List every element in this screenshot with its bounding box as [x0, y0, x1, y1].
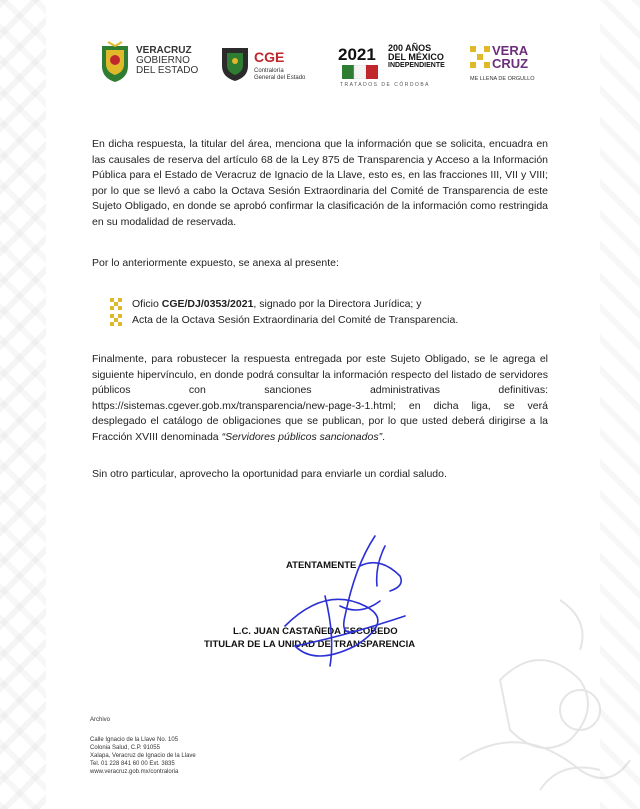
veracruz-line1: VERA [492, 43, 529, 58]
paragraph-annex-intro: Por lo anteriormente expuesto, se anexa al presente: [92, 257, 339, 269]
cge-title: CGE [254, 49, 285, 65]
annex-list [110, 296, 550, 328]
coat-of-arms-icon [98, 40, 132, 84]
signer-name: L.C. JUAN CASTAÑEDA ESCOBEDO [233, 626, 398, 637]
gobierno-line3: DEL ESTADO [136, 65, 199, 76]
paragraph-closing: Sin otro particular, aprovecho la oportunidad para enviarle un cordial saludo. [92, 468, 447, 480]
oficio-number: CGE/DJ/0353/2021 [161, 298, 254, 310]
veracruz-logo [470, 38, 550, 88]
veracruz-line2: CRUZ [492, 56, 529, 71]
hyperlink-paragraph-end: . [382, 430, 385, 443]
background-artwork [440, 560, 640, 809]
decorative-pattern-left [0, 0, 46, 809]
gobierno-line2: GOBIERNO [136, 55, 190, 66]
archivo-label: Archivo [90, 717, 111, 723]
bullet1-suffix: , signado por la Directora Jurídica; y [253, 298, 422, 310]
anniversary-line1: 200 AÑOS [388, 43, 432, 53]
bullet2-text: Acta de la Octava Sesión Extraordinaria del Comité de Transparencia. [132, 314, 459, 326]
bullet1-prefix: Oficio [132, 298, 162, 310]
paragraph-hyperlink [92, 352, 548, 445]
bullet-icon [110, 298, 122, 310]
anniversary-tagline: TRATADOS DE CÓRDOBA [340, 82, 430, 88]
cge-logo [218, 38, 328, 88]
bicentenario-logo [338, 38, 448, 88]
website-line: www.veracruz.gob.mx/contraloria [90, 769, 179, 775]
paragraph-response: En dicha respuesta, la titular del área, menciona que la información que se solicita, encuadra en las causales de reserva del artículo 68 de la Ley 875 de Transparencia y Acceso a la Información Pública para el Estado de Veracruz de Ignacio de la Llave, esto es, en las fracciones III, VII y VIII; por lo que se llevó a cabo la Octava Sesión Extraordinaria del Comité de Transparencia de este Sujeto Obligado, en donde se aprobó confirmar la clasificación de la información como restringida en su modalidad de reservada. [92, 138, 548, 228]
footer-address [90, 736, 196, 776]
address-line: Xalapa, Veracruz de Ignacio de la Llave [90, 753, 196, 759]
handwritten-signature [265, 526, 425, 676]
gobierno-veracruz-logo [98, 38, 233, 88]
anniversary-line3: INDEPENDIENTE [388, 62, 445, 69]
list-item [110, 312, 550, 328]
bullet-icon [110, 314, 122, 326]
signer-title: TITULAR DE LA UNIDAD DE TRANSPARENCIA [204, 639, 416, 650]
flag-icon [342, 65, 378, 79]
closing-text: ATENTAMENTE [286, 560, 357, 571]
address-line: Calle Ignacio de la Llave No. 105 [90, 737, 179, 743]
anniversary-year: 2021 [338, 45, 376, 64]
veracruz-star-icon [470, 46, 490, 68]
hyperlink-paragraph-text: Finalmente, para robustecer la respuesta entregada por este Sujeto Obligado, se le agrega el siguiente hipervínculo, en donde podrá consultar la información respecto del listado de servidores públicos con sanciones administrativas definitivas: https://sistemas.cgever.gob.mx/transparencia/new-page-3-1.html; en dicha liga, se verá desplegado el catálogo de obligaciones que se publican, por lo que usted deberá dirigirse a la Fracción XVIII denominada [92, 353, 548, 443]
cge-subtitle-2: General del Estado [254, 75, 306, 81]
phone-line: Tel. 01 228 841 60 00 Ext. 3835 [90, 761, 175, 767]
cge-subtitle-1: Contraloría [254, 68, 284, 74]
address-line: Colonia Salud, C.P. 91055 [90, 745, 160, 751]
gobierno-line1: VERACRUZ [136, 45, 192, 56]
list-item [110, 296, 550, 312]
fraction-name: “Servidores públicos sancionados” [221, 430, 383, 443]
anniversary-line2: DEL MÉXICO [388, 52, 444, 62]
cge-shield-icon [220, 44, 250, 84]
veracruz-slogan: ME LLENA DE ORGULLO [470, 76, 535, 82]
